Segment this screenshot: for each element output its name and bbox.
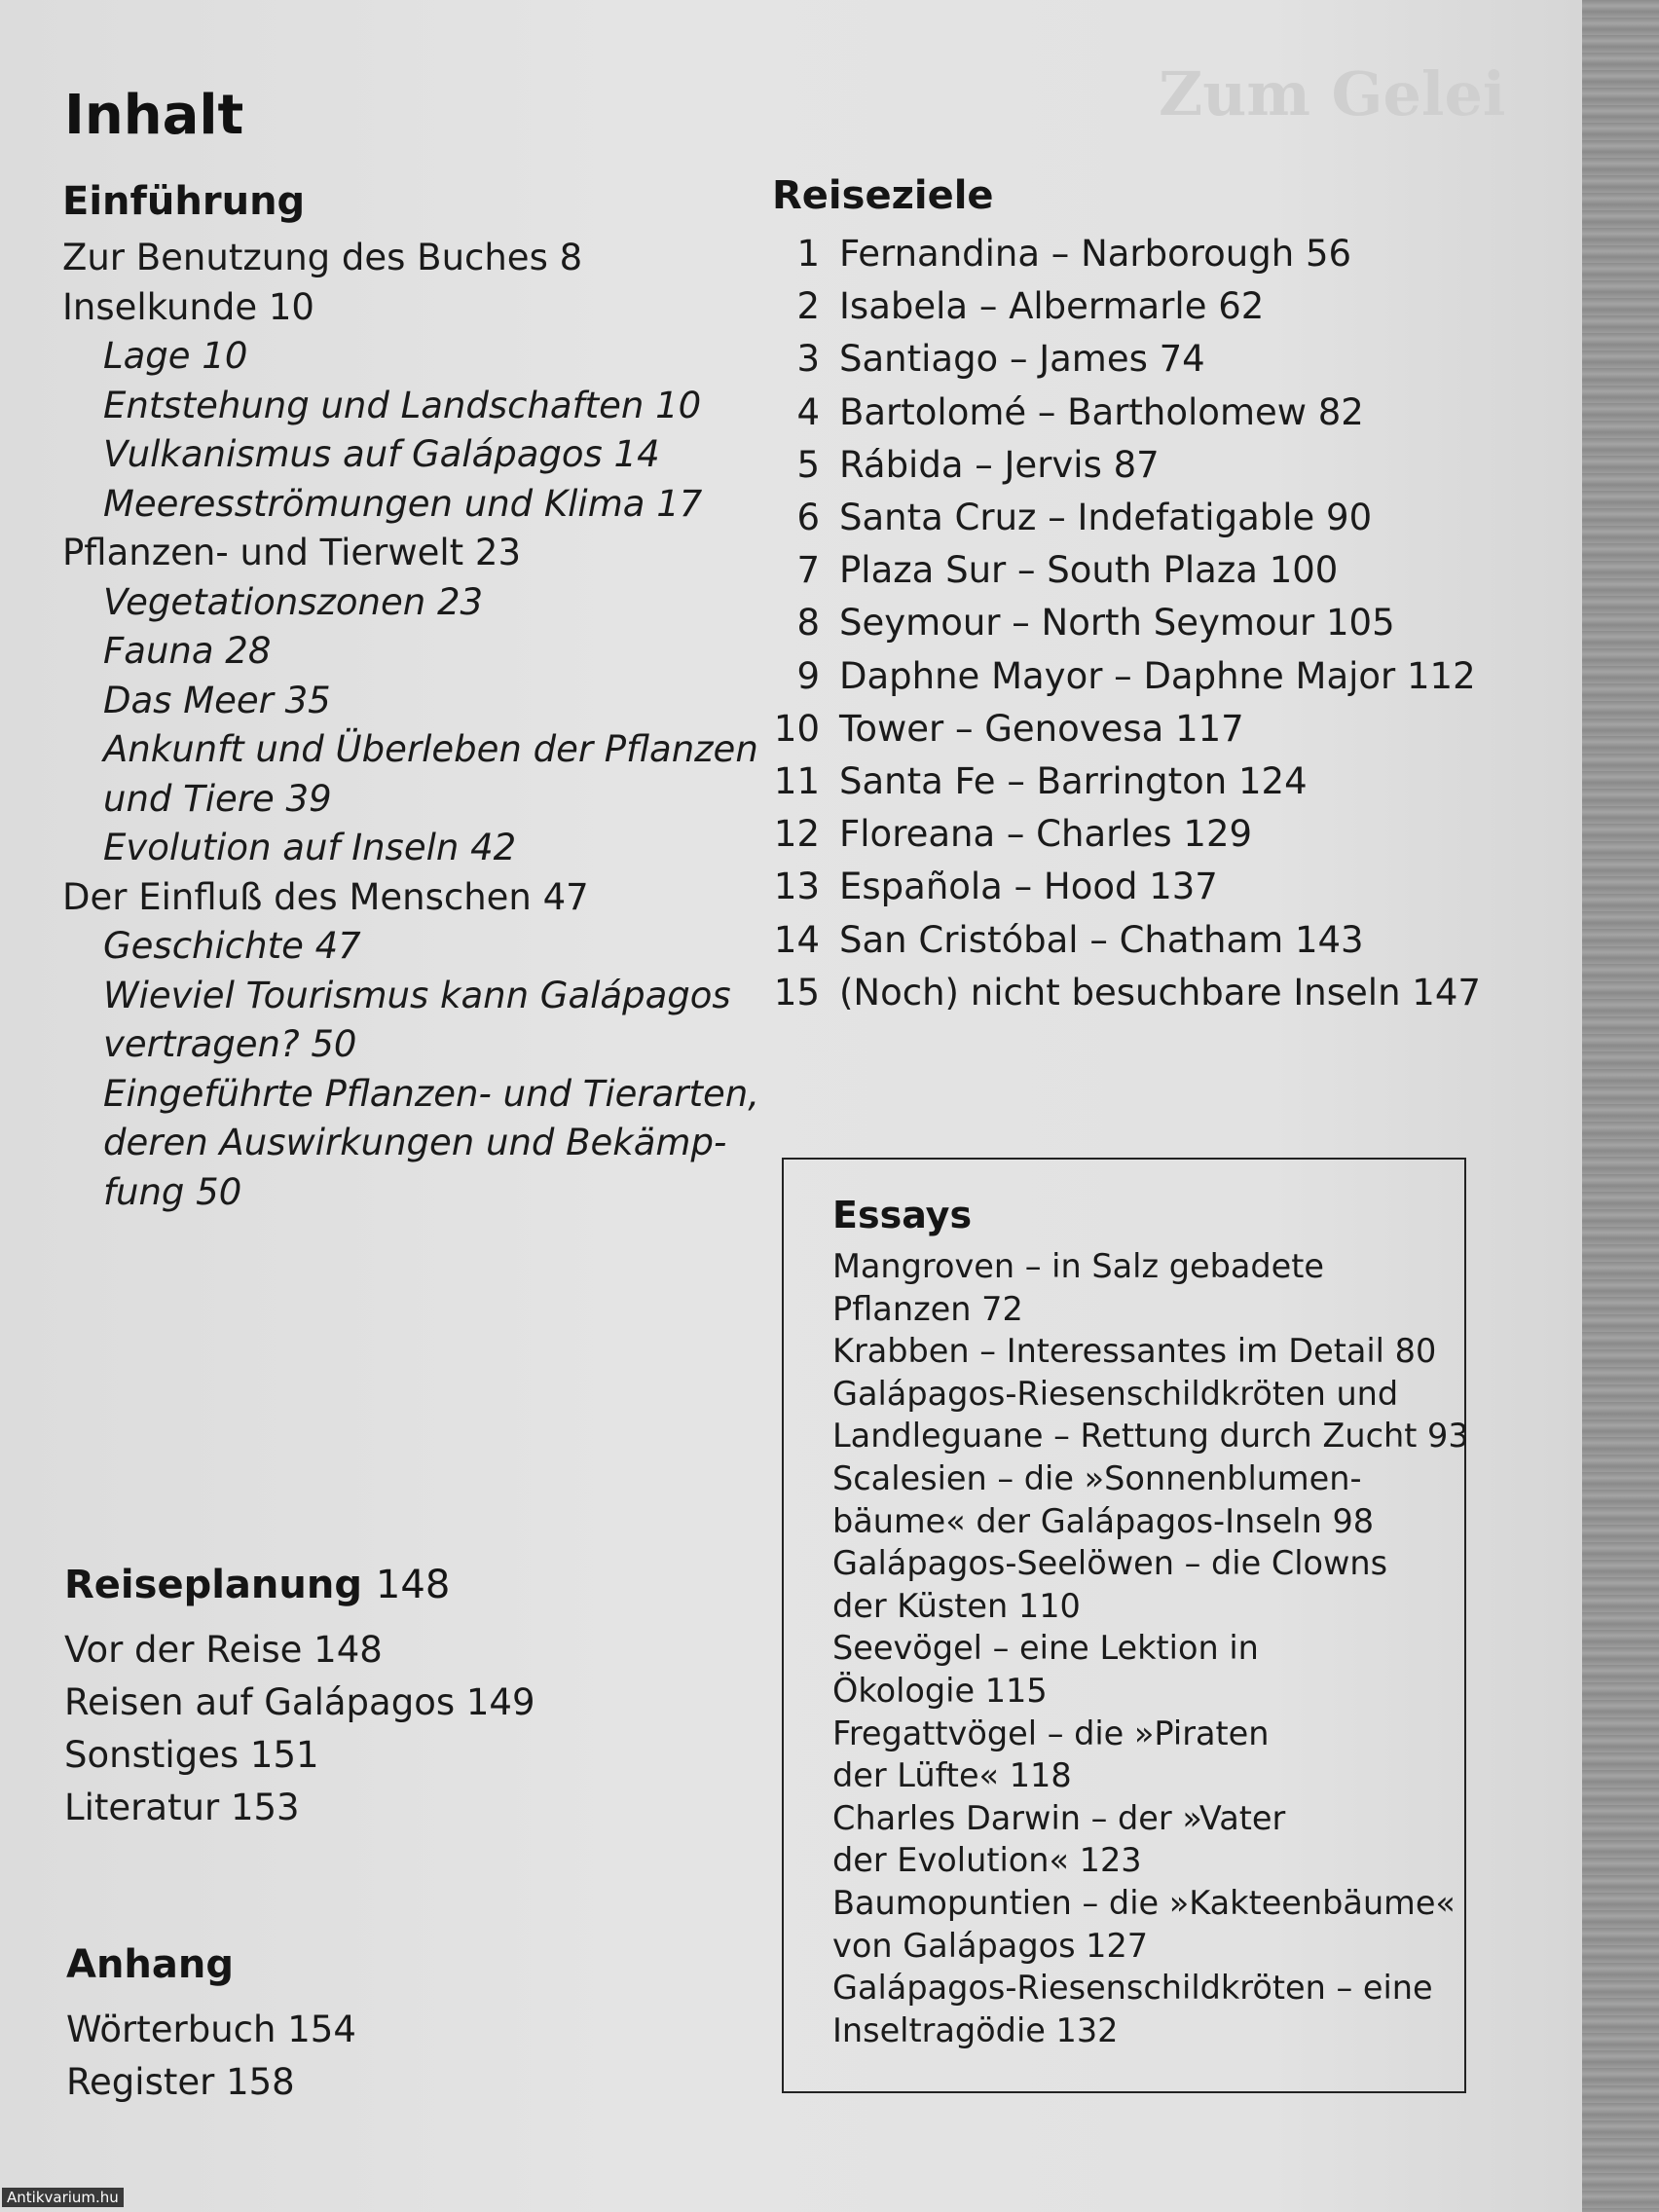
toc-entry: und Tiere 39	[103, 777, 332, 820]
toc-entry: Wieviel Tourismus kann Galápagos	[103, 974, 731, 1016]
essay-line: Mangroven – in Salz gebadete	[832, 1247, 1324, 1285]
toc-entry: Vulkanismus auf Galápagos 14	[103, 433, 660, 475]
destination-number: 6	[796, 497, 820, 539]
destination-title: Plaza Sur – South Plaza 100	[839, 549, 1339, 592]
essay-line: Scalesien – die »Sonnenblumen-	[832, 1458, 1362, 1497]
travel-planning-entry: Vor der Reise 148	[64, 1629, 383, 1671]
destination-row	[759, 597, 1481, 649]
toc-entry: deren Auswirkungen und Bekämp-	[103, 1122, 727, 1163]
toc-entry: Pflanzen- und Tierwelt 23	[62, 532, 522, 573]
essay-line: bäume« der Galápagos-Inseln 98	[832, 1501, 1375, 1540]
toc-entry: Lage 10	[103, 335, 248, 377]
destination-row	[759, 967, 1481, 1019]
toc-entry: vertragen? 50	[103, 1023, 357, 1065]
destination-number: 14	[773, 918, 820, 961]
essay-line: Seevögel – eine Lektion in	[832, 1629, 1259, 1668]
toc-entry: Der Einfluß des Menschen 47	[62, 875, 589, 918]
destination-number: 2	[796, 285, 820, 328]
destination-row	[759, 756, 1481, 808]
essay-line: Krabben – Interessantes im Detail 80	[832, 1332, 1437, 1371]
toc-entry: fung 50	[103, 1170, 242, 1213]
reiseplanung-page: 148	[375, 1563, 451, 1607]
destination-title: Isabela – Albermarle 62	[839, 285, 1265, 328]
watermark: Antikvarium.hu	[2, 2188, 124, 2207]
destination-row	[759, 387, 1481, 439]
destination-row	[759, 914, 1481, 967]
destination-number: 7	[796, 549, 820, 592]
destination-number: 12	[773, 813, 820, 856]
destination-number: 1	[796, 233, 820, 275]
travel-planning-entry: Reisen auf Galápagos 149	[64, 1681, 535, 1723]
essay-line: Galápagos-Riesenschildkröten und	[832, 1374, 1399, 1413]
destination-number: 10	[773, 707, 820, 750]
destination-number: 13	[773, 866, 820, 908]
essay-line: Fregattvögel – die »Piraten	[832, 1714, 1270, 1752]
toc-entry: Vegetationszonen 23	[103, 580, 484, 623]
toc-entry: Entstehung und Landschaften 10	[103, 384, 702, 426]
toc-entry: Inselkunde 10	[62, 285, 314, 328]
destination-title: Bartolomé – Bartholomew 82	[839, 390, 1364, 433]
destination-title: Rábida – Jervis 87	[839, 443, 1160, 486]
section-heading-einfuehrung: Einführung	[62, 179, 306, 224]
destination-title: (Noch) nicht besuchbare Inseln 147	[839, 971, 1481, 1014]
essay-line: Galápagos-Riesenschildkröten – eine	[832, 1969, 1433, 2008]
essay-line: Landleguane – Rettung durch Zucht 93	[832, 1417, 1469, 1456]
toc-entry: Eingeführte Pflanzen- und Tierarten,	[103, 1072, 759, 1115]
destination-title: Española – Hood 137	[839, 866, 1218, 908]
destinations-list	[759, 228, 1481, 1019]
destination-row	[759, 439, 1481, 492]
page-edge-stack	[1582, 0, 1659, 2212]
essays-box	[782, 1158, 1469, 2093]
page-title: Inhalt	[64, 84, 244, 147]
destination-row	[759, 280, 1481, 333]
toc-entry: Fauna 28	[103, 630, 272, 672]
travel-planning-list	[64, 1624, 535, 1834]
destination-number: 9	[796, 654, 820, 697]
destination-number: 5	[796, 443, 820, 486]
destination-title: Tower – Genovesa 117	[839, 707, 1244, 750]
reiseplanung-title: Reiseplanung	[64, 1563, 362, 1607]
destination-number: 15	[773, 971, 820, 1014]
toc-entry: Meeresströmungen und Klima 17	[103, 482, 703, 525]
toc-entry: Geschichte 47	[103, 925, 361, 967]
appendix-entry: Wörterbuch 154	[66, 2009, 356, 2050]
essay-line: Pflanzen 72	[832, 1289, 1023, 1328]
toc-entry: Zur Benutzung des Buches 8	[62, 237, 583, 278]
destination-title: Santa Fe – Barrington 124	[839, 760, 1308, 803]
destination-title: Seymour – North Seymour 105	[839, 602, 1395, 645]
destination-row	[759, 861, 1481, 913]
destination-title: Daphne Mayor – Daphne Major 112	[839, 654, 1476, 697]
essay-line: Galápagos-Seelöwen – die Clowns	[832, 1544, 1388, 1583]
destination-title: Floreana – Charles 129	[839, 813, 1253, 856]
destination-title: Fernandina – Narborough 56	[839, 233, 1352, 275]
destination-row	[759, 544, 1481, 597]
destination-number: 3	[796, 338, 820, 381]
essay-line: Charles Darwin – der »Vater	[832, 1798, 1286, 1837]
essay-line: der Lüfte« 118	[832, 1756, 1072, 1795]
destination-row	[759, 228, 1481, 280]
essay-line: von Galápagos 127	[832, 1926, 1149, 1965]
essay-line: Ökologie 115	[832, 1671, 1048, 1710]
appendix-list	[66, 2004, 356, 2109]
essays-list	[832, 1245, 1469, 2051]
destination-row	[759, 650, 1481, 703]
section-heading-reiseplanung	[64, 1563, 450, 1607]
destination-number: 4	[796, 390, 820, 433]
essay-line: der Evolution« 123	[832, 1841, 1142, 1880]
section-heading-anhang: Anhang	[66, 1942, 235, 1987]
essay-line: Inseltragödie 132	[832, 2010, 1119, 2049]
section-heading-reiseziele: Reiseziele	[772, 173, 994, 218]
appendix-entry: Register 158	[66, 2061, 295, 2103]
destination-number: 8	[796, 602, 820, 645]
travel-planning-entry: Sonstiges 151	[64, 1734, 319, 1776]
bleed-through-heading: Zum Gelei	[1159, 58, 1506, 129]
toc-entry: Ankunft und Überleben der Pflanzen	[103, 728, 758, 770]
destination-row	[759, 808, 1481, 861]
introduction-list	[62, 234, 759, 1217]
destination-row	[759, 333, 1481, 386]
destination-row	[759, 492, 1481, 544]
destination-title: Santiago – James 74	[839, 338, 1205, 381]
essay-line: Baumopuntien – die »Kakteenbäume«	[832, 1883, 1456, 1922]
toc-entry: Das Meer 35	[103, 679, 331, 721]
destination-row	[759, 703, 1481, 756]
destination-title: San Cristóbal – Chatham 143	[839, 918, 1364, 961]
essay-line: der Küsten 110	[832, 1586, 1081, 1625]
destination-number: 11	[773, 760, 820, 803]
travel-planning-entry: Literatur 153	[64, 1787, 300, 1828]
toc-entry: Evolution auf Inseln 42	[103, 827, 517, 868]
essays-heading: Essays	[832, 1194, 973, 1236]
destination-title: Santa Cruz – Indefatigable 90	[839, 497, 1373, 539]
